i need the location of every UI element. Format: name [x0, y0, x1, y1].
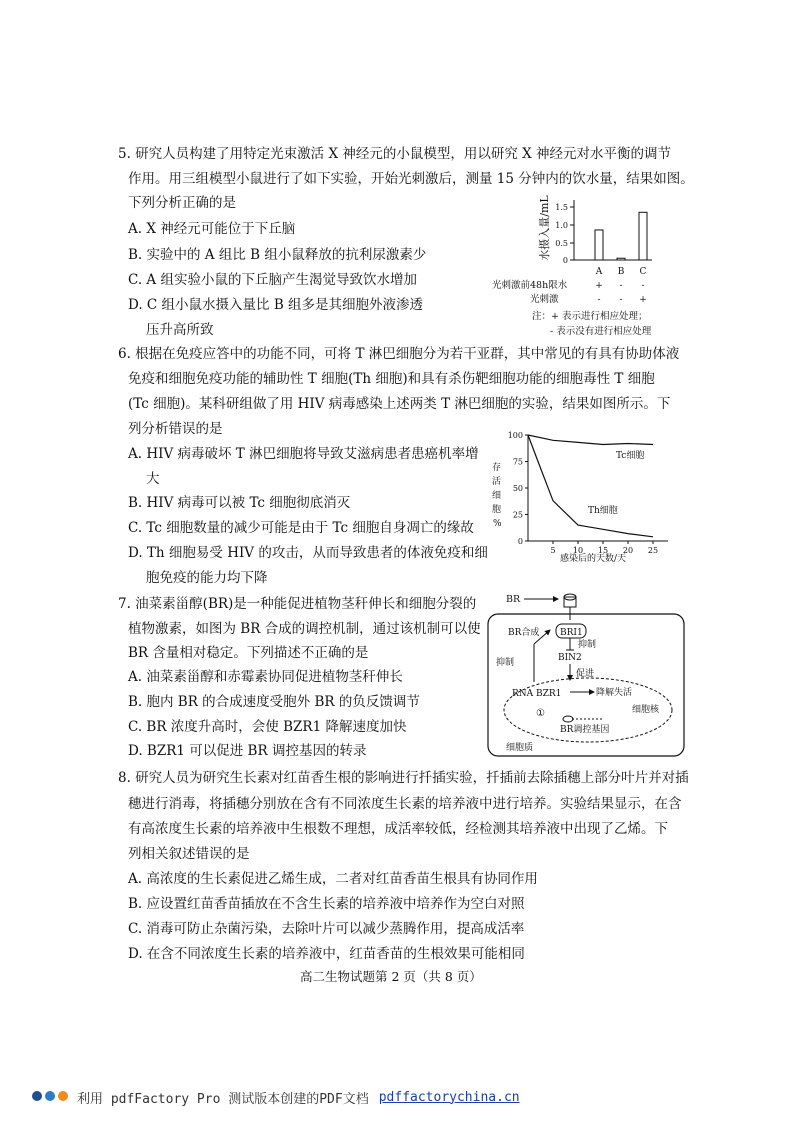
- br-label: BR: [506, 594, 521, 605]
- question-6-line-4: 列分析错误的是: [128, 421, 223, 437]
- row1-mark-b: -: [619, 281, 623, 291]
- y-tick-label-75: 75: [512, 457, 523, 467]
- bri1-label: BRI1: [560, 628, 583, 638]
- watermark-link[interactable]: pdffactorychina.cn: [378, 1089, 520, 1105]
- question-8-option-a: A. 高浓度的生长素促进乙烯生成，二者对红苗香苗生根具有协同作用: [128, 871, 538, 887]
- nucleus-label: 细胞核: [632, 705, 660, 715]
- watermark-dots: [32, 1090, 71, 1105]
- category-label-a: A: [595, 267, 603, 277]
- y-tick-label-1.0: 1.0: [555, 221, 568, 230]
- row2-mark-c: +: [639, 295, 647, 305]
- question-7-option-b: B. 胞内 BR 的合成速度受胞外 BR 的负反馈调节: [128, 694, 420, 710]
- bar-group: [595, 212, 647, 260]
- question-7-line-2: 植物激素，如图为 BR 合成的调控机制，通过该机制可以使: [128, 621, 481, 637]
- y-tick-label-50: 50: [512, 484, 523, 493]
- transcription-complex: [563, 716, 573, 722]
- question-6-option-a: A. HIV 病毒破坏 T 淋巴细胞将导致艾滋病患者患癌机率增: [128, 446, 479, 462]
- inhibit-label-1: 抑制: [578, 640, 597, 650]
- question-5-option-a: A. X 神经元可能位于下丘脑: [128, 221, 296, 237]
- question-5-option-b: B. 实验中的 A 组比 B 组小鼠释放的抗利尿激素少: [128, 247, 427, 263]
- y-tick-label-0.5: 0.5: [555, 239, 568, 248]
- question-6-option-a-cont: 大: [146, 471, 160, 487]
- degrade-label: 降解失活: [596, 688, 633, 698]
- question-5-line-1: 5. 研究人员构建了用特定光束激活 X 神经元的小鼠模型，用以研究 X 神经元对水平衡的调节: [118, 146, 672, 162]
- question-5-line-2: 作用。用三组模型小鼠进行了如下实验，开始光刺激后，测量 15 分钟内的饮水量，结果如图。: [128, 171, 694, 187]
- y-tick-label-0: 0: [562, 256, 568, 265]
- question-6-option-d-cont: 胞免疫的能力均下降: [146, 570, 268, 586]
- tc-cell-series-line: [528, 435, 653, 445]
- rna-label: RNA: [512, 689, 534, 699]
- receptor-body: [564, 597, 576, 607]
- y-axis-label: [537, 195, 551, 261]
- th-cell-label: Th细胞: [588, 506, 618, 516]
- y-tick-label-0: 0: [517, 537, 523, 546]
- bar-b: [617, 258, 625, 260]
- cell-survival-line-chart: [490, 425, 680, 570]
- question-7-line-3: BR 含量相对稳定。下列描述不正确的是: [128, 645, 369, 661]
- y-tick-label-25: 25: [512, 510, 523, 520]
- bzr1-label: BZR1: [536, 689, 562, 699]
- row1-mark-c: -: [641, 281, 645, 291]
- question-6-line-1: 6. 根据在免疫应答中的功能不同，可将 T 淋巴细胞分为若干亚群，其中常见的有具有协助体液: [118, 346, 680, 362]
- question-8-line-3: 有高浓度生长素的培养液中生根数不理想，成活率较低，经检测其培养液中出现了乙烯。下: [128, 821, 668, 837]
- x-tick-label-10: 10: [572, 546, 584, 555]
- row-label-light-stimulus: 光刺激: [530, 294, 559, 305]
- category-label-b: B: [617, 267, 625, 277]
- question-8-line-1: 8. 研究人员为研究生长素对红苗香生根的影响进行扦插实验，扦插前去除插穗上部分叶片并对插: [118, 770, 689, 786]
- row1-mark-a: +: [595, 281, 603, 291]
- question-7-option-c: C. BR 浓度升高时，会使 BZR1 降解速度加快: [128, 719, 407, 735]
- pdffactory-watermark: [32, 1087, 520, 1107]
- bar-c: [639, 212, 647, 260]
- question-8-line-2: 穗进行消毒，将插穗分别放在含有不同浓度生长素的培养液中进行培养。实验结果显示，在含: [128, 796, 682, 812]
- inhibit-label-2: 抑制: [496, 658, 515, 668]
- br-synthesis-label: BR合成: [508, 628, 540, 638]
- question-5-option-d-cont: 压升高所致: [146, 322, 214, 338]
- question-5-option-c: C. A 组实验小鼠的下丘脑产生渴觉导致饮水增加: [128, 272, 417, 288]
- tc-cell-label: Tc细胞: [616, 451, 645, 461]
- question-8-option-d: D. 在含不同浓度生长素的培养液中，红苗香苗的生根效果可能相同: [128, 946, 525, 962]
- x-tick-label-5: 5: [550, 546, 556, 555]
- dot-icon-blue: [32, 1091, 42, 1101]
- x-ticks: [550, 541, 658, 555]
- page-footer: 高二生物试题第 2 页（共 8 页）: [300, 969, 482, 984]
- x-tick-label-15: 15: [597, 546, 609, 555]
- y-label-char-2: 活: [492, 477, 502, 487]
- promote-label: 促进: [576, 669, 595, 679]
- question-6-line-3: (Tc 细胞)。某科研组做了用 HIV 病毒感染上述两类 T 淋巴细胞的实验，结果如图所示。下: [128, 396, 671, 412]
- question-8-option-b: B. 应设置红苗香苗插放在不含生长素的培养液中培养作为空白对照: [128, 896, 525, 912]
- question-6-option-c: C. Tc 细胞数量的减少可能是由于 Tc 细胞自身凋亡的缘故: [128, 520, 474, 536]
- category-label-c: C: [639, 267, 647, 277]
- y-label-char-4: 胞: [492, 505, 502, 515]
- question-5-line-3: 下列分析正确的是: [128, 195, 236, 211]
- question-8-option-c: C. 消毒可防止杂菌污染，去除叶片可以减少蒸腾作用，提高成活率: [128, 921, 525, 937]
- watermark-text: 利用 pdfFactory Pro 测试版本创建的PDF文档: [77, 1091, 369, 1107]
- br-regulation-diagram: [484, 592, 690, 762]
- step-1-marker: ①: [536, 708, 545, 719]
- x-axis-title: 感染后的天数/天: [560, 554, 627, 564]
- chart-note-1: 注：+ 表示进行相应处理；: [532, 311, 648, 322]
- question-6-line-2: 免疫和细胞免疫功能的辅助性 T 细胞(Th 细胞)和具有杀伤靶细胞功能的细胞毒性 T 细胞: [128, 371, 655, 387]
- y-label-char-5: %: [493, 519, 502, 529]
- y-axis-title: [492, 461, 502, 529]
- question-7-option-a: A. 油菜素甾醇和赤霉素协同促进植物茎秆伸长: [128, 669, 403, 685]
- x-tick-label-20: 20: [622, 546, 634, 555]
- y-label-char-3: 细: [492, 491, 502, 501]
- chart-note-2: - 表示没有进行相应处理: [550, 326, 652, 337]
- y-tick-label-1.5: 1.5: [555, 203, 568, 212]
- row2-mark-a: -: [597, 295, 601, 305]
- row-label-water-restriction: 光刺激前48h限水: [492, 280, 568, 291]
- question-6-option-d: D. Th 细胞易受 HIV 的攻击，从而导致患者的体液免疫和细: [128, 545, 488, 561]
- x-tick-label-25: 25: [647, 546, 659, 555]
- row2-mark-b: -: [619, 295, 623, 305]
- question-7-option-d: D. BZR1 可以促进 BR 调控基因的转录: [128, 743, 367, 759]
- br-gene-label: BR调控基因: [560, 725, 610, 735]
- y-label-char-1: 存: [492, 463, 502, 473]
- bar-a: [595, 230, 603, 260]
- question-8-line-4: 列相关叙述错误的是: [128, 846, 250, 862]
- question-7-line-1: 7. 油菜素甾醇(BR)是一种能促进植物茎秆伸长和细胞分裂的: [118, 596, 477, 612]
- y-ticks: [508, 431, 528, 546]
- question-5-option-d: D. C 组小鼠水摄入量比 B 组多是其细胞外液渗透: [128, 297, 424, 313]
- cytoplasm-label: 细胞质: [506, 743, 534, 753]
- y-tick-label-100: 100: [507, 431, 523, 440]
- dot-icon-light-blue: [45, 1091, 55, 1101]
- dot-icon-orange: [58, 1091, 68, 1101]
- question-6-option-b: B. HIV 病毒可以被 Tc 细胞彻底消灭: [128, 495, 351, 511]
- y-axis-title: 水摄入量/mL: [538, 195, 551, 261]
- water-intake-bar-chart: [490, 192, 690, 342]
- bin2-label: BIN2: [558, 653, 582, 663]
